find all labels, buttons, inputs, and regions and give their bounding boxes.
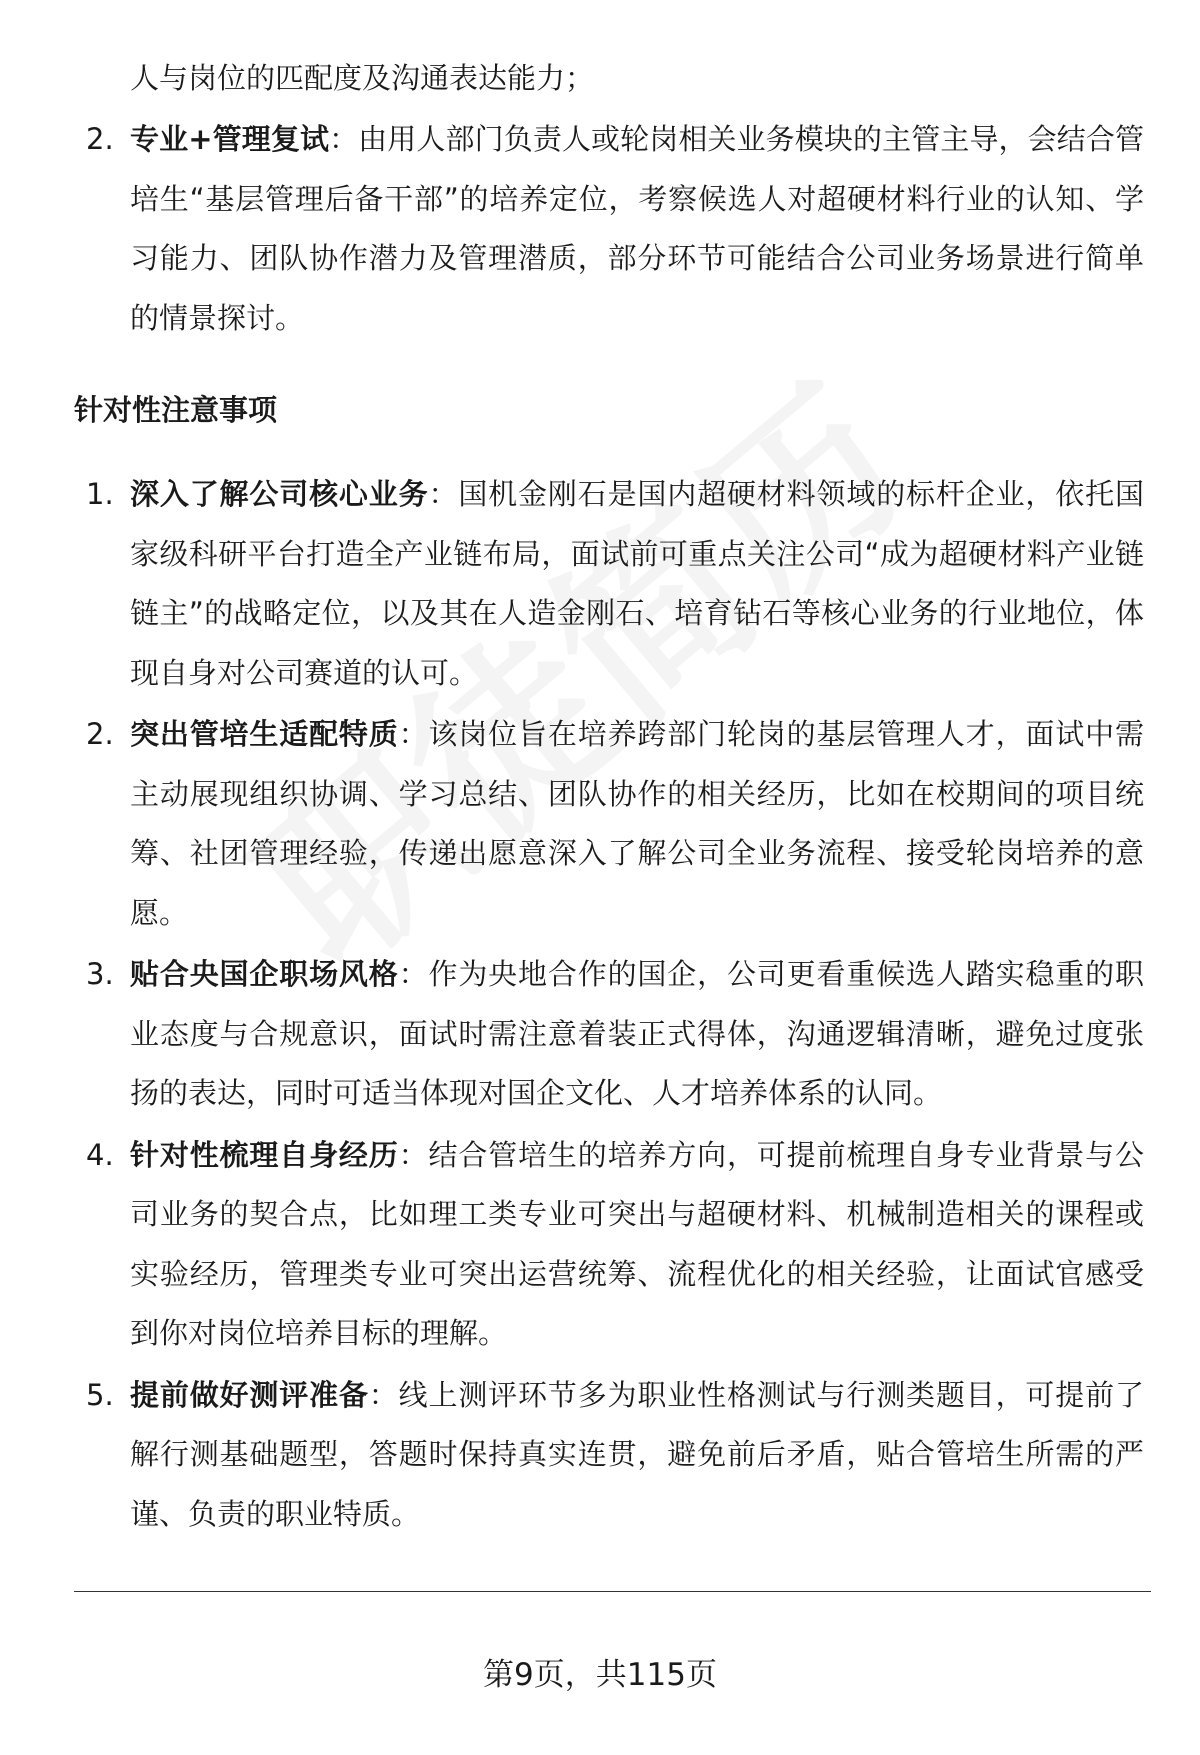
list-item-body: ：国机金刚石是国内超硬材料领域的标杆企业，依托国家级科研平台打造全产业链布局，面试前可重点关注公司“成为超硬材料产业链链主”的战略定位，以及其在人造金刚石、培育钻石等核心业务的行业地位，体现自身对公司赛道的认可。 xyxy=(130,477,1144,690)
list-item-title: 贴合央国企职场风格 xyxy=(130,957,399,991)
list-item xyxy=(74,705,1144,943)
list-item-number: 3. xyxy=(86,957,114,991)
list-item-body: ：由用人部门负责人或轮岗相关业务模块的主管主导，会结合管培生“基层管理后备干部”的培养定位，考察候选人对超硬材料行业的认知、学习能力、团队协作潜力及管理潜质，部分环节可能结合公司业务场景进行简单的情景探讨。 xyxy=(130,122,1144,335)
page-number: 第9页，共115页 xyxy=(483,1657,717,1693)
list-item-title: 深入了解公司核心业务 xyxy=(130,477,429,511)
list-item xyxy=(74,1126,1144,1364)
footer-divider xyxy=(74,1591,1151,1592)
list-item-body: ：该岗位旨在培养跨部门轮岗的基层管理人才，面试中需主动展现组织协调、学习总结、团队协作的相关经历，比如在校期间的项目统筹、社团管理经验，传递出愿意深入了解公司全业务流程、接受轮岗培养的意愿。 xyxy=(130,717,1144,930)
list-item-body: ：线上测评环节多为职业性格测试与行测类题目，可提前了解行测基础题型，答题时保持真实连贯，避免前后矛盾，贴合管培生所需的严谨、负责的职业特质。 xyxy=(130,1377,1144,1531)
list-item-number: 1. xyxy=(86,477,114,511)
list-item-number: 2. xyxy=(86,717,114,751)
list-item-body: ：结合管培生的培养方向，可提前梳理自身专业背景与公司业务的契合点，比如理工类专业可突出与超硬材料、机械制造相关的课程或实验经历，管理类专业可突出运营统筹、流程优化的相关经验，让面试官感受到你对岗位培养目标的理解。 xyxy=(130,1137,1144,1350)
list-item-title: 突出管培生适配特质 xyxy=(130,717,399,751)
list-item xyxy=(74,945,1144,1124)
section-heading: 针对性注意事项 xyxy=(74,393,278,427)
list-item xyxy=(74,110,1144,348)
list-item-body: ：作为央地合作的国企，公司更看重候选人踏实稳重的职业态度与合规意识，面试时需注意着装正式得体，沟通逻辑清晰，避免过度张扬的表达，同时可适当体现对国企文化、人才培养体系的认同。 xyxy=(130,957,1144,1110)
list-item-title: 提前做好测评准备 xyxy=(130,1377,369,1412)
notes-list xyxy=(74,465,1144,1546)
list-item xyxy=(74,465,1144,703)
list-item-number: 5. xyxy=(86,1377,114,1412)
list-item-title: 针对性梳理自身经历 xyxy=(130,1137,399,1172)
previous-list-item xyxy=(74,110,1144,350)
list-item xyxy=(74,1366,1144,1545)
list-item-title: 专业+管理复试 xyxy=(130,122,330,156)
list-item-number: 4. xyxy=(86,1137,114,1172)
list-item-number: 2. xyxy=(86,122,114,156)
continuation-text: 人与岗位的匹配度及沟通表达能力； xyxy=(130,61,595,95)
